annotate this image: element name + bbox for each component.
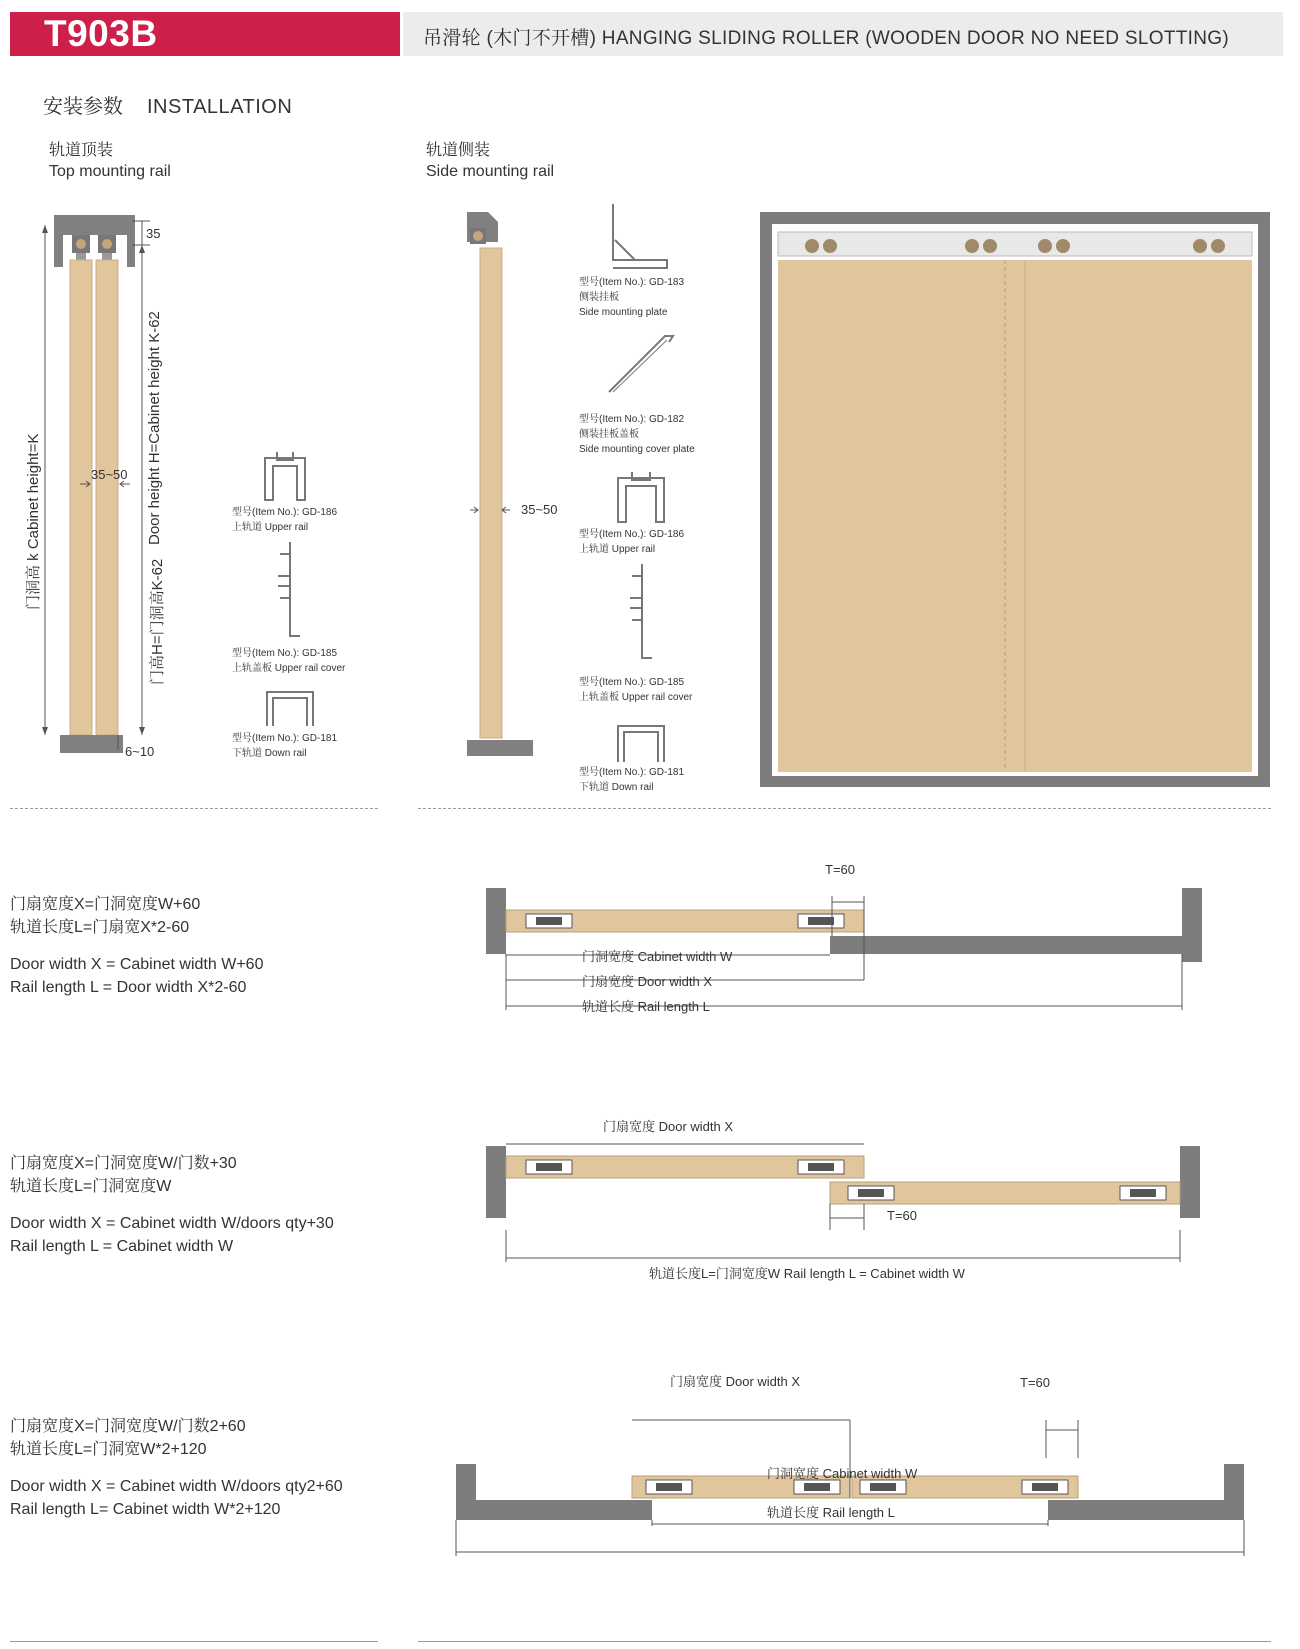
part-no: 型号(Item No.): GD-181 [232,733,338,744]
cabinet-width-label: 门洞宽度 Cabinet width W [582,949,733,964]
roller-icon [794,1480,840,1494]
top-rail [778,232,1252,256]
roller-icon [848,1186,894,1200]
title-banner [403,12,1283,56]
side-mount-label-cn: 轨道侧装 [426,142,491,159]
formula-en-1: Door width X = Cabinet width W+60 [10,956,264,973]
part-no: 型号(Item No.): GD-186 [579,529,685,540]
formula-en-2: Rail length L= Cabinet width W*2+120 [10,1501,281,1518]
part-no: 型号(Item No.): GD-182 [579,414,685,425]
door-width-label: 门扇宽度 Door width X [582,974,713,989]
side-mount-label-en: Side mounting rail [426,163,555,180]
installation-title-en: INSTALLATION [147,96,293,118]
door-width-label: 门扇宽度 Door width X [603,1119,734,1134]
front-view-diagram [760,212,1270,787]
rail-length-label: 轨道长度 Rail length L [582,999,710,1014]
divider [418,808,1271,809]
top-bracket [54,215,135,267]
dim-35: 35 [146,226,161,241]
part-left-1 [232,505,337,535]
part-no: 型号(Item No.): GD-185 [232,648,338,659]
dim-gap-top: 35~50 [91,467,128,482]
formula-cn-1: 门扇宽度X=门洞宽度W+60 [10,896,201,913]
down-rail-profile [614,722,669,764]
model-banner [10,12,400,56]
part-left-2 [232,646,345,676]
part-left-3 [232,731,337,761]
roller-icon [526,914,572,928]
divider [10,1641,378,1642]
part-name: 下轨道 Down rail [232,748,307,759]
formula-cn-1: 门扇宽度X=门洞宽度W/门数2+60 [10,1418,246,1435]
divider [418,1641,1271,1642]
formula-cn-2: 轨道长度L=门洞宽W*2+120 [10,1441,207,1458]
wall-base-right [1048,1500,1244,1520]
t-label: T=60 [825,862,855,877]
part-no: 型号(Item No.): GD-186 [232,507,338,518]
wall-left [486,1146,506,1218]
dim-gap-side: 35~50 [521,502,558,517]
part-name-en: Side mounting plate [579,307,668,318]
cabinet-width-label: 门洞宽度 Cabinet width W [767,1466,918,1481]
part-name: 上轨盖板 Upper rail cover [579,692,693,703]
top-mount-label-cn: 轨道顶装 [49,142,114,159]
roller-icon [72,235,90,261]
side-mount-diagram [440,200,560,800]
roller-icon [1022,1480,1068,1494]
upper-rail-profile [255,450,315,505]
cabinet-height-text: 门洞高 k Cabinet height=K [25,433,42,610]
config2-diagram [480,1130,1220,1280]
part-name-cn: 侧装挂板盖板 [579,429,639,440]
part-name-en: Side mounting cover plate [579,444,695,455]
part-name: 上轨道 Upper rail [579,544,656,555]
config1-formulas [10,893,263,999]
formula-en-2: Rail length L = Door width X*2-60 [10,979,247,996]
down-rail-profile [263,688,318,728]
installation-heading [43,90,292,119]
floor-block [60,735,123,753]
config3-formulas [10,1415,343,1521]
wall-base [830,936,1202,954]
part-right-5 [579,765,684,795]
part-no: 型号(Item No.): GD-185 [579,677,685,688]
floor-block [467,740,533,756]
door-panel [96,260,118,735]
formula-en-1: Door width X = Cabinet width W/doors qty2+60 [10,1478,343,1495]
config2-formulas [10,1152,334,1258]
roller-icon [798,1160,844,1174]
side-mount-label [426,140,554,182]
t-label: T=60 [1020,1375,1050,1390]
product-title: 吊滑轮 (木门不开槽) HANGING SLIDING ROLLER (WOODEN DOOR NO NEED SLOTTING) [423,28,1229,49]
part-right-2 [579,412,695,457]
door-panel [70,260,92,735]
door-panel [778,260,1252,772]
part-right-3 [579,527,684,557]
roller-icon [1120,1186,1166,1200]
t-label: T=60 [887,1208,917,1223]
roller-icon [98,235,116,261]
formula-en-2: Rail length L = Cabinet width W [10,1238,234,1255]
part-name: 上轨道 Upper rail [232,522,309,533]
part-name: 下轨道 Down rail [579,782,654,793]
roller-icon [646,1480,692,1494]
door-height-text-cn: 门高H=门洞高K-62 [149,558,166,685]
formula-en-1: Door width X = Cabinet width W/doors qty+30 [10,1215,334,1232]
door-width-label: 门扇宽度 Door width X [670,1374,801,1389]
formula-cn-2: 轨道长度L=门扇宽X*2-60 [10,919,190,936]
rail-length-label: 轨道长度L=门洞宽度W Rail length L = Cabinet width W [649,1266,965,1281]
roller-icon [860,1480,906,1494]
model-number: T903B [44,13,158,54]
part-right-4 [579,675,692,705]
upper-rail-cover-profile [270,540,310,640]
dim-bottom-gap: 6~10 [125,744,155,759]
part-no: 型号(Item No.): GD-183 [579,277,685,288]
part-name-cn: 侧装挂板 [579,292,619,303]
side-mounting-plate-profile [605,200,675,275]
part-no: 型号(Item No.): GD-181 [579,767,685,778]
formula-cn-2: 轨道长度L=门洞宽度W [10,1178,172,1195]
door-height-text-en: Door height H=Cabinet height K-62 [146,311,163,545]
top-mount-label-en: Top mounting rail [49,163,171,180]
wall-left [486,888,506,954]
wall-right [1180,1146,1200,1218]
part-right-1 [579,275,684,320]
side-cover-plate-profile [605,328,680,398]
door-panel [480,248,502,738]
installation-title-cn: 安装参数 [43,96,123,118]
formula-cn-1: 门扇宽度X=门洞宽度W/门数+30 [10,1155,237,1172]
upper-rail-cover-profile [622,562,662,662]
divider [10,808,378,809]
rail-length-label: 轨道长度 Rail length L [767,1505,895,1520]
roller-icon [526,1160,572,1174]
upper-rail-profile [612,472,672,527]
wall-base-left [456,1500,652,1520]
roller-icon [798,914,844,928]
top-mount-label [49,140,171,182]
part-name: 上轨盖板 Upper rail cover [232,663,346,674]
